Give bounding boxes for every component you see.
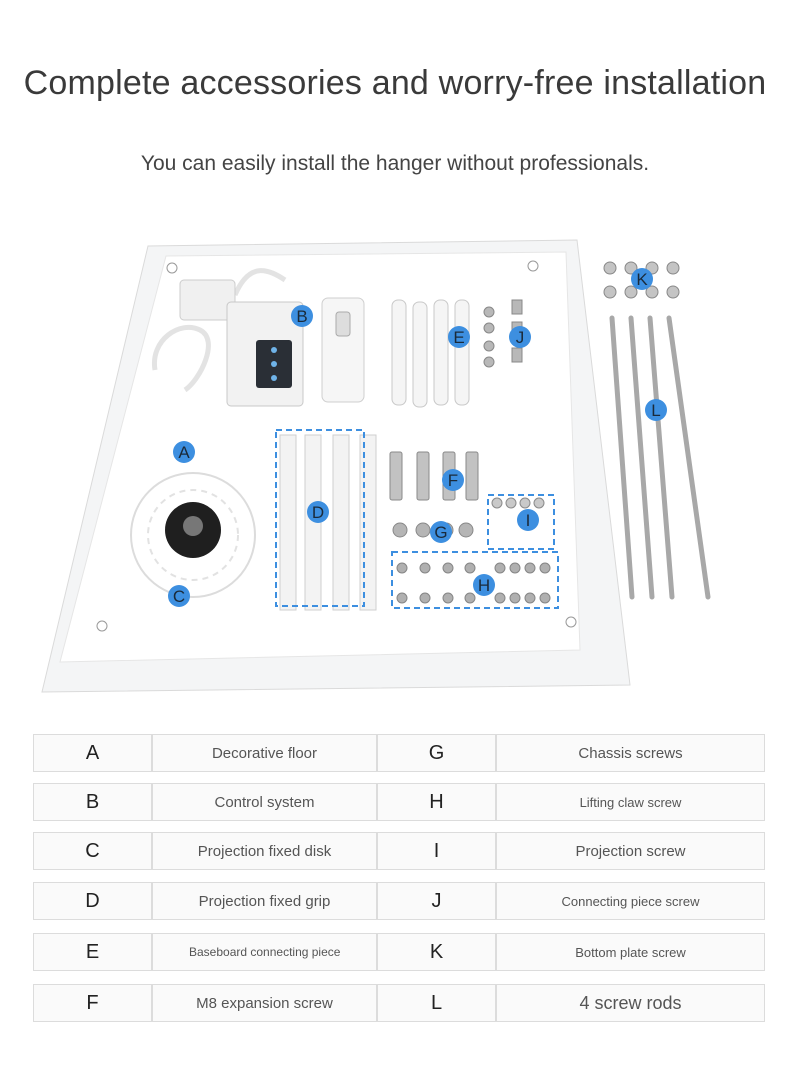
legend-label: Baseboard connecting piece [152,933,377,971]
accessories-photo [0,230,790,700]
marker-f [442,469,464,491]
svg-text:E: E [453,328,465,347]
legend-label: Lifting claw screw [496,783,765,821]
legend-key: H [377,783,496,821]
legend-row [33,832,765,870]
svg-text:L: L [651,401,661,420]
svg-text:H: H [477,576,491,595]
legend-label: Connecting piece screw [496,882,765,920]
legend-key: F [33,984,152,1022]
legend-row [33,734,765,772]
legend-label: Control system [152,783,377,821]
svg-text:A: A [178,443,190,462]
marker-c [168,585,190,607]
legend-row [33,783,765,821]
legend-key: B [33,783,152,821]
legend-key: K [377,933,496,971]
marker-b [291,305,313,327]
page-subtitle: You can easily install the hanger without professionals. [140,152,650,175]
svg-text:K: K [636,270,648,289]
legend-key: E [33,933,152,971]
legend-key: G [377,734,496,772]
legend-key: L [377,984,496,1022]
svg-text:F: F [447,471,459,490]
marker-g [430,521,452,543]
legend-label: Bottom plate screw [496,933,765,971]
marker-d [307,501,329,523]
marker-j [509,326,531,348]
page-title: Complete accessories and worry-free installation [23,64,767,102]
marker-h [473,574,495,596]
marker-a [173,441,195,463]
svg-text:I: I [525,511,531,530]
legend-label: Chassis screws [496,734,765,772]
legend-row [33,933,765,971]
marker-i [517,509,539,531]
legend-key: I [377,832,496,870]
marker-e [448,326,470,348]
legend-row [33,984,765,1022]
legend-row [33,882,765,920]
legend-label: Decorative floor [152,734,377,772]
svg-text:B: B [296,307,308,326]
legend-label: 4 screw rods [496,984,765,1022]
marker-k [631,268,653,290]
legend-key: J [377,882,496,920]
legend-key: A [33,734,152,772]
legend-label: Projection fixed disk [152,832,377,870]
svg-text:G: G [434,523,448,542]
svg-text:D: D [311,503,325,522]
marker-l [645,399,667,421]
legend-label: M8 expansion screw [152,984,377,1022]
svg-text:J: J [515,328,525,347]
legend-label: Projection fixed grip [152,882,377,920]
svg-text:C: C [172,587,186,606]
legend-key: D [33,882,152,920]
legend-key: C [33,832,152,870]
legend-label: Projection screw [496,832,765,870]
